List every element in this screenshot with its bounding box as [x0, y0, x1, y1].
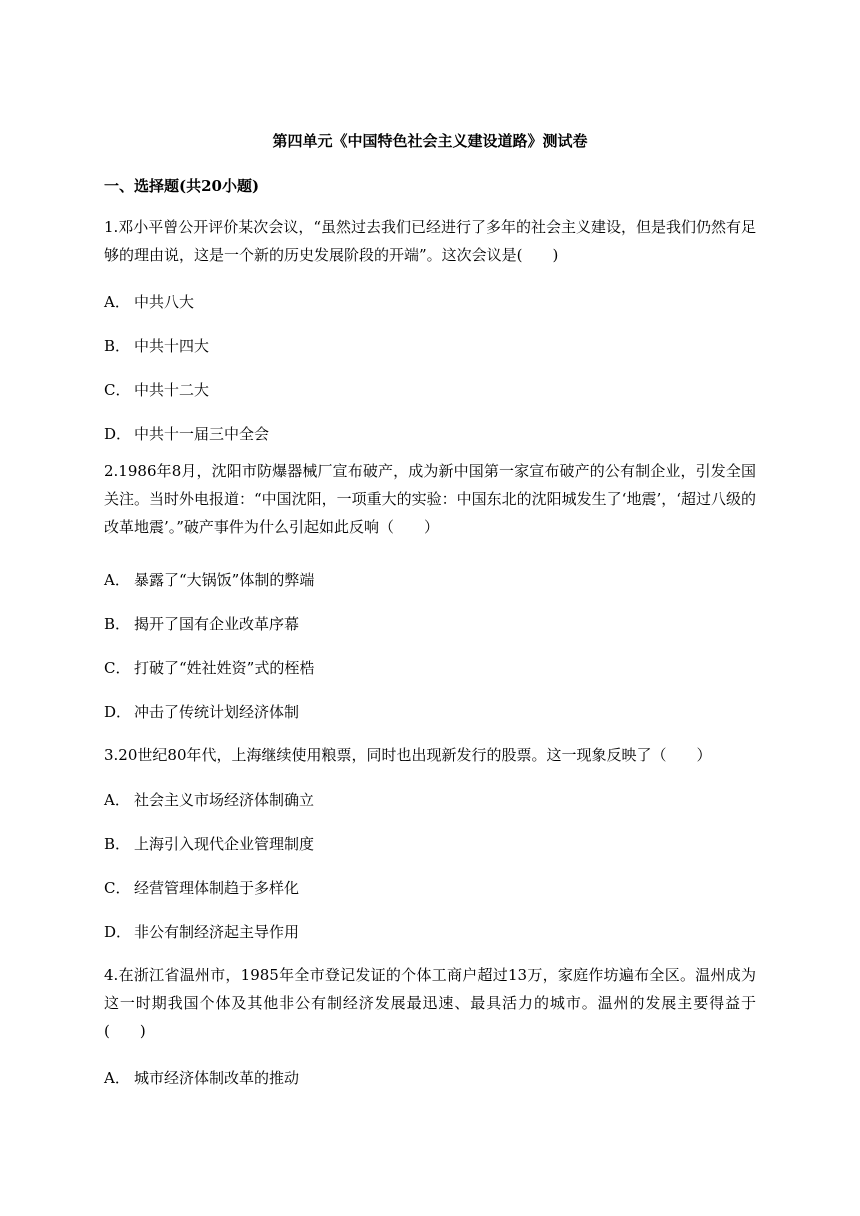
- option-label: C．: [104, 381, 131, 399]
- option-text: 打破了“姓社姓资”式的桎梏: [134, 659, 315, 677]
- option-label: D．: [104, 703, 132, 721]
- option-label: B．: [104, 615, 131, 633]
- option-text: 暴露了“大锅饭”体制的弊端: [134, 571, 315, 589]
- option-text: 经营管理体制趋于多样化: [134, 879, 300, 897]
- question-2-option-d[interactable]: [104, 702, 299, 722]
- question-3-option-d[interactable]: [104, 922, 299, 942]
- document-title: 第四单元《中国特色社会主义建设道路》测试卷: [272, 132, 588, 150]
- option-label: C．: [104, 879, 131, 897]
- option-label: D．: [104, 425, 132, 443]
- option-label: B．: [104, 337, 131, 355]
- option-label: A．: [104, 571, 130, 589]
- option-text: 中共十二大: [134, 381, 210, 399]
- question-1-option-c[interactable]: [104, 380, 209, 400]
- option-text: 社会主义市场经济体制确立: [134, 791, 315, 809]
- question-1-option-b[interactable]: [104, 336, 209, 356]
- option-label: C．: [104, 659, 131, 677]
- question-2-option-b[interactable]: [104, 614, 299, 634]
- question-2-option-c[interactable]: [104, 658, 314, 678]
- question-1-stem: 1.邓小平曾公开评价某次会议，“虽然过去我们已经进行了多年的社会主义建设，但是我们仍然有足够的理由说，这是一个新的历史发展阶段的开端”。这次会议是( ): [104, 218, 756, 264]
- question-3-option-a[interactable]: [104, 790, 314, 810]
- option-label: A．: [104, 293, 130, 311]
- question-2-stem: 2.1986年8月，沈阳市防爆器械厂宣布破产，成为新中国第一家宣布破产的公有制企业，引发全国关注。当时外电报道：“中国沈阳，一项重大的实验：中国东北的沈阳城发生了‘地震’，‘超过八级的改革地震’。”破产事件为什么引起如此反响（ ）: [104, 462, 756, 536]
- option-label: D．: [104, 923, 132, 941]
- option-text: 非公有制经济起主导作用: [134, 923, 300, 941]
- question-1-option-d[interactable]: [104, 424, 269, 444]
- question-3-option-c[interactable]: [104, 878, 299, 898]
- option-text: 中共十四大: [134, 337, 210, 355]
- option-label: A．: [104, 791, 130, 809]
- option-text: 揭开了国有企业改革序幕: [134, 615, 300, 633]
- question-3-stem: 3.20世纪80年代，上海继续使用粮票，同时也出现新发行的股票。这一现象反映了（ ）: [104, 746, 712, 764]
- question-4-stem: 4.在浙江省温州市，1985年全市登记发证的个体工商户超过13万，家庭作坊遍布全区。温州成为这一时期我国个体及其他非公有制经济发展最迅速、最具活力的城市。温州的发展主要得益于( ): [104, 966, 756, 1040]
- question-1-option-a[interactable]: [104, 292, 194, 312]
- option-text: 城市经济体制改革的推动: [134, 1069, 300, 1087]
- question-3-option-b[interactable]: [104, 834, 314, 854]
- question-4-option-a[interactable]: [104, 1068, 299, 1088]
- option-label: A．: [104, 1069, 130, 1087]
- option-text: 中共八大: [134, 293, 195, 311]
- option-text: 中共十一届三中全会: [134, 425, 270, 443]
- option-text: 冲击了传统计划经济体制: [134, 703, 300, 721]
- question-2-option-a[interactable]: [104, 570, 314, 590]
- option-label: B．: [104, 835, 131, 853]
- section-heading: 一、选择题(共20小题): [104, 177, 260, 195]
- option-text: 上海引入现代企业管理制度: [134, 835, 315, 853]
